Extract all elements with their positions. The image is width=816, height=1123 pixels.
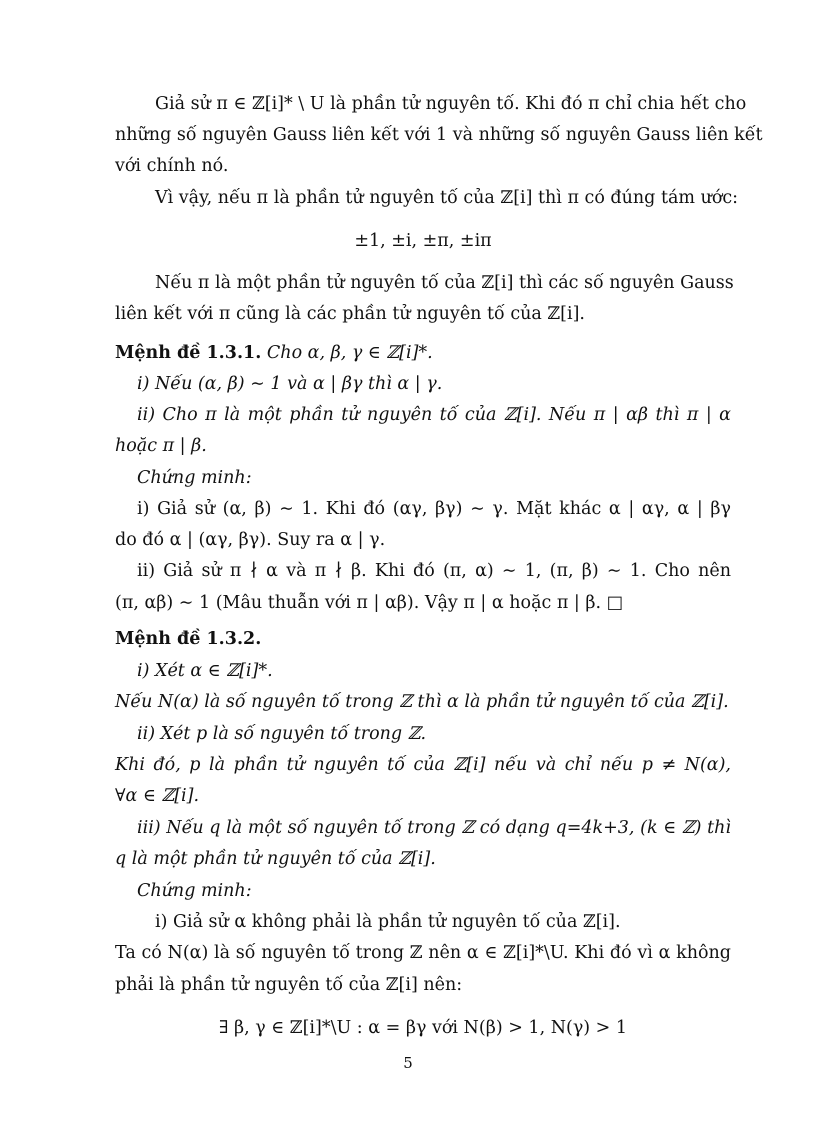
text-line: ii) Giả sử π ∤ α và π ∤ β. Khi đó (π, α) ∼ 1, (π, β) ∼ 1. Cho nên [137, 561, 731, 581]
proposition-statement: Cho α, β, γ ∈ ℤ[i]*. [266, 343, 433, 363]
text-line: Khi đó, p là phần tử nguyên tố của ℤ[i] nếu và chỉ nếu p ≠ N(α), [115, 755, 731, 775]
text-line: những số nguyên Gauss liên kết với 1 và những số nguyên Gauss liên kết [115, 125, 763, 145]
text-line: Vì vậy, nếu π là phần tử nguyên tố của ℤ[i] thì π có đúng tám ước: [155, 188, 739, 208]
text-line: ii) Cho π là một phần tử nguyên tố của ℤ[i]. Nếu π | αβ thì π | α [137, 405, 731, 425]
text-line: i) Xét α ∈ ℤ[i]*. [137, 661, 273, 681]
text-line: ∀α ∈ ℤ[i]. [115, 786, 200, 806]
text-line: với chính nó. [115, 156, 229, 176]
text-line: q là một phần tử nguyên tố của ℤ[i]. [115, 849, 436, 869]
text-line: do đó α | (αγ, βγ). Suy ra α | γ. [115, 530, 386, 550]
text-line: i) Nếu (α, β) ∼ 1 và α | βγ thì α | γ. [137, 374, 443, 394]
text-line: Ta có N(α) là số nguyên tố trong ℤ nên α ∈ ℤ[i]*\U. Khi đó vì α không [115, 943, 731, 963]
display-formula: ±1, ±i, ±π, ±iπ [354, 231, 492, 251]
text-line: iii) Nếu q là một số nguyên tố trong ℤ có dạng q=4k+3, (k ∈ ℤ) thì [137, 818, 731, 838]
text-line: (π, αβ) ∼ 1 (Mâu thuẫn với π | αβ). Vậy π | α hoặc π | β. □ [115, 593, 624, 613]
text-line: liên kết với π cũng là các phần tử nguyên tố của ℤ[i]. [115, 304, 585, 324]
page-number: 5 [403, 1054, 413, 1072]
proof-label: Chứng minh: [137, 468, 252, 488]
text-line: Nếu N(α) là số nguyên tố trong ℤ thì α là phần tử nguyên tố của ℤ[i]. [115, 692, 729, 712]
proof-label: Chứng minh: [137, 881, 252, 901]
text-line: i) Giả sử α không phải là phần tử nguyên tố của ℤ[i]. [155, 912, 621, 932]
text-line: ii) Xét p là số nguyên tố trong ℤ. [137, 724, 427, 744]
proposition-1-3-1 [115, 342, 731, 364]
text-line: Giả sử π ∈ ℤ[i]* \ U là phần tử nguyên tố. Khi đó π chỉ chia hết cho [155, 94, 747, 114]
text-line: phải là phần tử nguyên tố của ℤ[i] nên: [115, 975, 463, 995]
text-line: Nếu π là một phần tử nguyên tố của ℤ[i] thì các số nguyên Gauss [155, 273, 734, 293]
proposition-heading: Mệnh đề 1.3.1. [115, 343, 262, 363]
proposition-heading: Mệnh đề 1.3.2. [115, 629, 262, 649]
display-formula: ∃ β, γ ∈ ℤ[i]*\U : α = βγ với N(β) > 1, N(γ) > 1 [218, 1018, 628, 1038]
text-line: hoặc π | β. [115, 436, 207, 456]
text-line: i) Giả sử (α, β) ∼ 1. Khi đó (αγ, βγ) ∼ γ. Mặt khác α | αγ, α | βγ [137, 499, 731, 519]
